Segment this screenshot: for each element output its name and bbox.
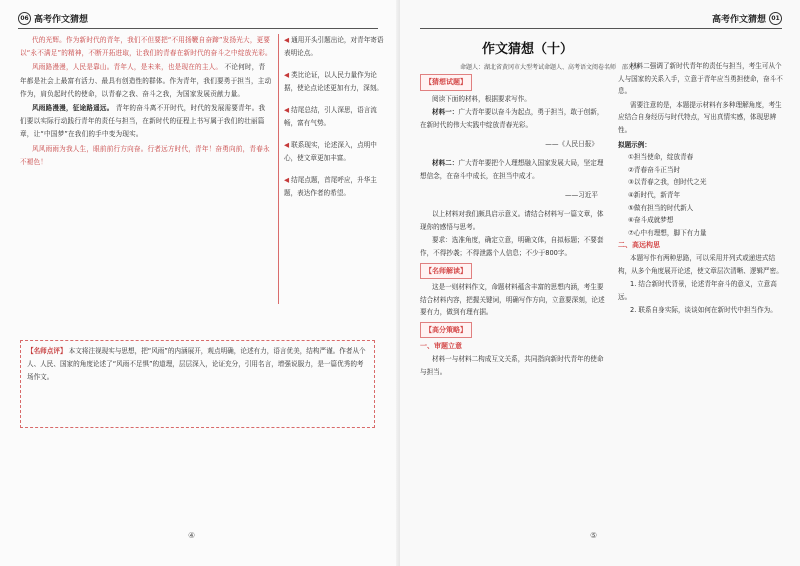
column-paragraph: 需要注意的是，本题提示材料有多种理解角度，考生应结合自身经历与时代特点，写出真情实感，体现思辨性。: [618, 100, 782, 134]
section-tag: 【猜想试题】: [420, 74, 472, 91]
right-page-header: [712, 12, 782, 25]
header-badge-icon: 01: [769, 12, 782, 25]
arrow-left-icon: ◀: [284, 141, 292, 149]
list-item: ⑤做有担当的时代新人: [628, 203, 694, 212]
column-paragraph: 材料二强调了新时代青年的责任与担当，考生可从个人与国家的关系入手，立意于青年应当勇担使命，奋斗不息。: [618, 62, 783, 96]
essay-paragraph: [20, 61, 272, 101]
comment-label: 【名师点评】: [27, 347, 67, 355]
list-item: ⑦心中有理想，脚下有力量: [628, 228, 707, 237]
task-text: 以上材料对我们颇具启示意义。请结合材料写一篇文章，体现你的感悟与思考。: [420, 210, 604, 231]
essay-body: [20, 34, 272, 170]
page-title: 作文猜想（十）: [481, 42, 573, 57]
essay-paragraph: [20, 102, 272, 142]
essay-text: 不论何时，青年都是社会上最富有活力、最具有创造性的群体。作为青年，我们要勇于担当，主动作为，肩负起时代的使命，以青春之我、奋斗之我，为国家发展贡献力量。: [20, 63, 272, 98]
essay-closing: 风风雨雨为我人生，眼前前行方向奋。行者远方时代，青年！奋勇向前，青春永不褪色！: [20, 144, 270, 166]
analysis-text: 这是一则材料作文，命题材料蕴含丰富的思想内涵，考生要结合材料内容，把握关键词，明确写作方向，立意要深刻，论述要有力，做到有理有据。: [420, 283, 605, 317]
header-title: 高考作文猜想: [711, 15, 766, 25]
essay-paragraph: 代的光辉。作为新时代的青年，我们不但要把“不用扬鞭自奋蹄”发扬光大，更要以“永不满足”的精神，不断开拓进取，让我们的青春在新时代的奋斗之中绽放光彩。: [20, 36, 272, 58]
material-source: ——习近平: [565, 190, 598, 199]
material-paragraph: 材料二：广大青年要把个人理想融入国家发展大局，坚定理想信念，在奋斗中成长，在担当中成才。: [420, 159, 604, 180]
material-paragraph: 材料一：广大青年要以奋斗为起点，勇于担当，敢于创新，在新时代的伟大实践中绽放青春光彩。: [420, 108, 604, 129]
list-item: ②青春奋斗正当时: [628, 165, 681, 174]
list-item: ④新时代，新青年: [628, 190, 681, 199]
comment-text: 本文将注视现实与思想，把“风雨”的内涵展开，观点明确，论述有力，语言优美，结构严谨。作者从个人、人民、国家的角度论述了“风雨不足惧”的道理，层层深入，论证充分，引用名言，增强说服力，是一篇优秀的考场作文。: [27, 347, 366, 381]
strategy-text: 材料一与材料二构成互文关系，共同指向新时代青年的使命与担当。: [420, 355, 604, 376]
material-source: ——《人民日报》: [545, 139, 598, 148]
list-item: ⑥奋斗成就梦想: [628, 216, 674, 225]
margin-note: ◀ 联系现实，论述深入，点明中心，使文章更加丰富。: [284, 141, 377, 162]
teacher-comment-box: [20, 340, 375, 428]
header-badge-icon: 06: [18, 12, 31, 25]
left-page-header: [18, 12, 88, 25]
section-tag: 【名师解读】: [420, 263, 472, 280]
titles-label: 拟题示例：: [618, 140, 651, 149]
page-number: ④: [188, 531, 196, 540]
arrow-left-icon: ◀: [284, 71, 292, 79]
list-item: ①担当使命，绽放青春: [628, 153, 694, 162]
section-tag: 【高分策略】: [420, 322, 472, 339]
prompt-intro: 阅读下面的材料，根据要求写作。: [432, 94, 531, 103]
margin-note: ◀ 类比论证，以人民力量作为论据，使论点论述更加有力，深刻。: [284, 71, 383, 92]
margin-note: ◀ 结尾点题，首尾呼应，升华主题，表达作者的希望。: [284, 176, 377, 197]
point-item: 1. 结合新时代背景，论述青年奋斗的意义，立意高远。: [618, 280, 777, 301]
margin-note: ◀ 结尾总结，引人深思，语言流畅，富有气势。: [284, 106, 377, 127]
subsection-heading: 二、高远构思: [618, 241, 660, 250]
point-item: 2. 联系自身实际，谈谈如何在新时代中担当作为。: [630, 306, 777, 315]
page-number: ⑤: [590, 531, 598, 540]
margin-notes: [278, 34, 384, 304]
author-line: 命题人：湖北省黄冈市大型考试命题人、高考语文阅卷名师 邵光华: [460, 64, 641, 71]
arrow-left-icon: ◀: [284, 176, 292, 184]
essay-highlight: 风雨路漫漫，征途路遥远。: [32, 104, 114, 113]
arrow-left-icon: ◀: [284, 36, 292, 44]
structure-text: 本题写作有两种思路，可以采用并列式或递进式结构，从多个角度展开论述，使文章层次清晰、逻辑严密。: [618, 253, 783, 275]
subsection-heading: 一、审题立意: [420, 342, 462, 351]
essay-highlight: 风雨路漫漫，人民是靠山。青年人，是未来，也是现在的主人。: [32, 63, 223, 72]
header-divider: [420, 28, 782, 29]
essay-text: 青年的奋斗离不开时代，时代的发展需要青年。我们要以实际行动践行青年的责任与担当，在新时代的征程上书写属于我们的壮丽篇章，让“中国梦”在我们的手中变为现实。: [20, 104, 266, 139]
margin-note: ◀ 通用开头引题出论，对青年寄语表明论点。: [284, 36, 384, 57]
header-divider: [18, 28, 378, 29]
right-page: [400, 0, 800, 566]
right-column-1: [420, 72, 608, 379]
arrow-left-icon: ◀: [284, 106, 292, 114]
header-title: 高考作文猜想: [34, 15, 89, 25]
list-item: ③以青春之我，创时代之光: [628, 178, 707, 187]
right-column-2: [618, 60, 788, 318]
requirements-text: 要求：选准角度，确定立意，明确文体，自拟标题；不要套作，不得抄袭；不得泄露个人信息；不少于800字。: [420, 236, 604, 257]
